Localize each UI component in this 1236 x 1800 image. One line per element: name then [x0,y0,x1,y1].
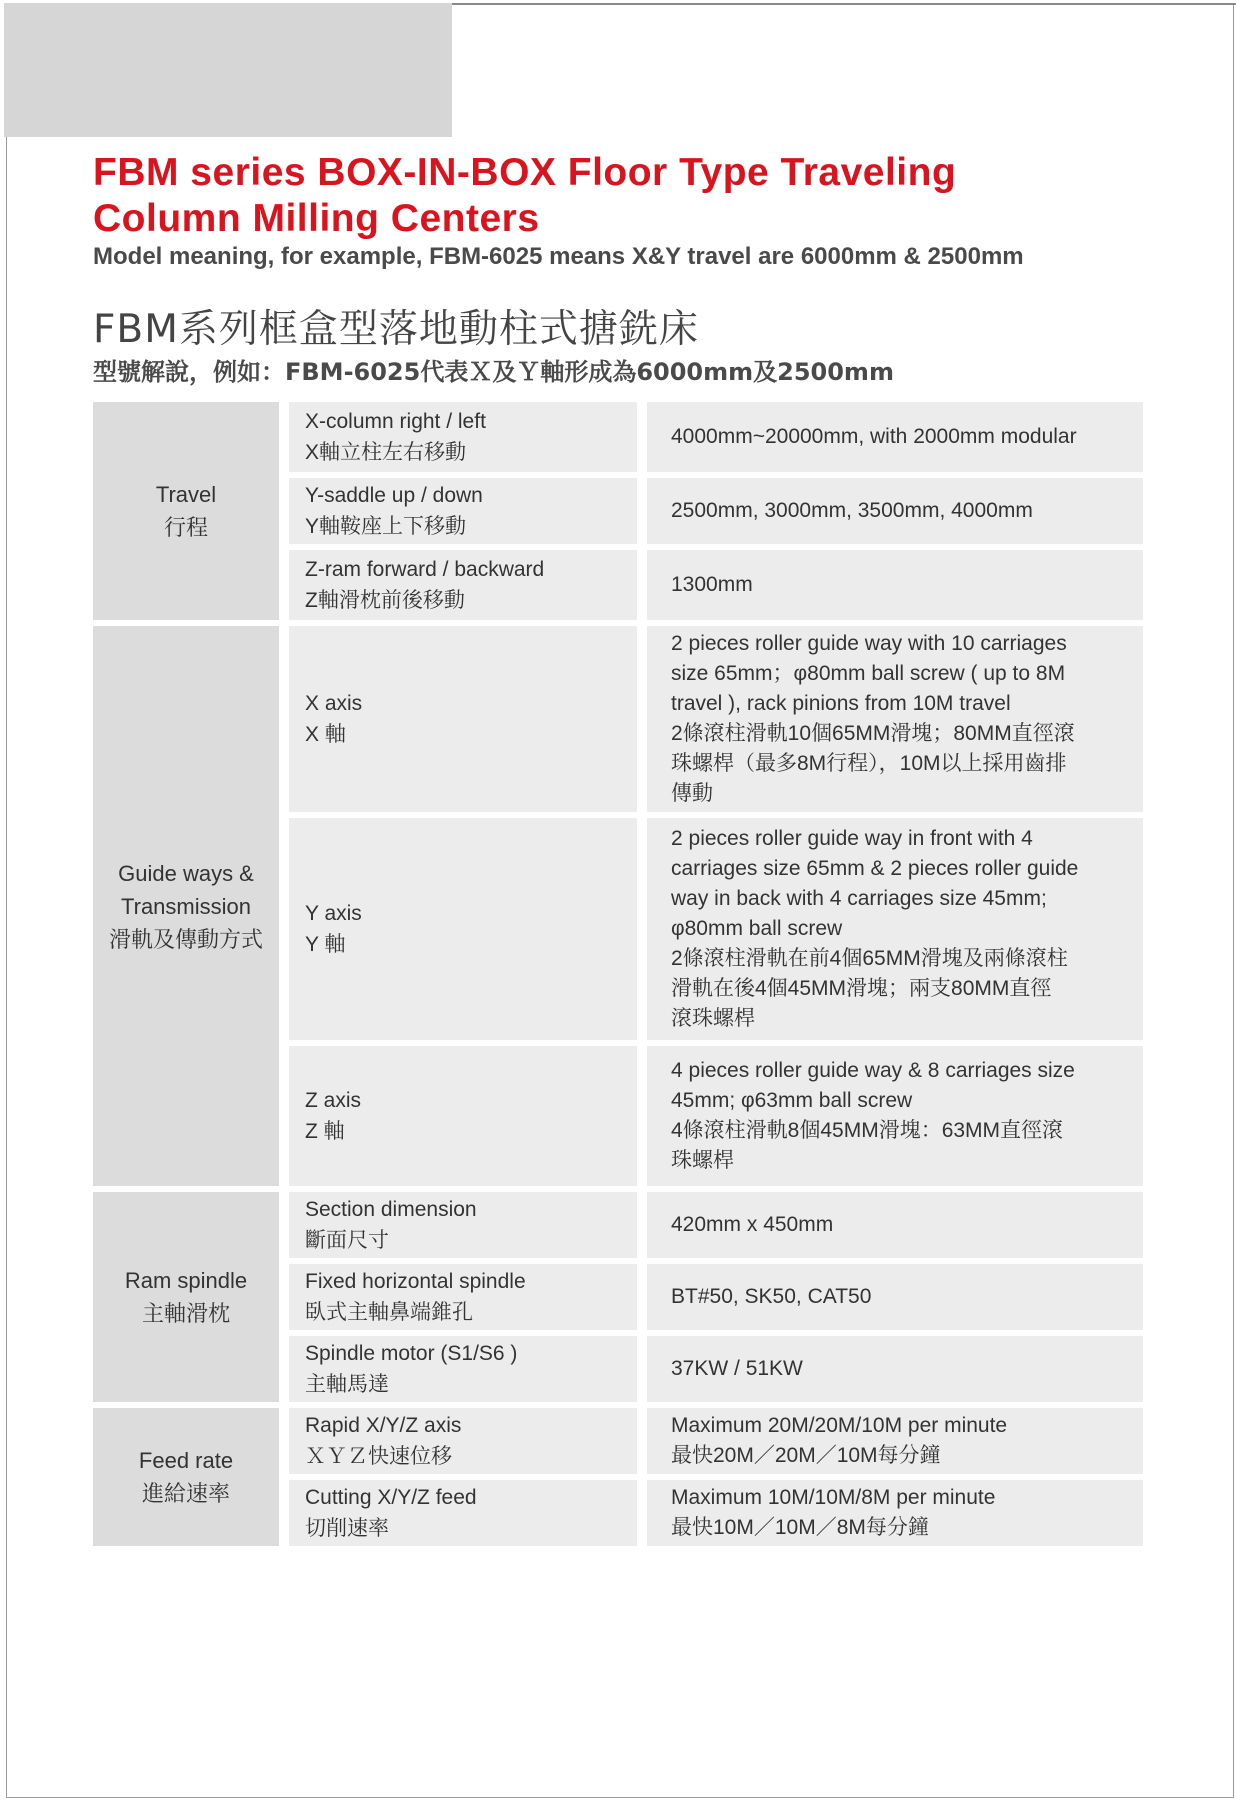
spec-label: 斷面尺寸 [305,1229,389,1252]
spec-value-cell [647,818,1143,1040]
spec-value-cell [647,550,1143,620]
spec-value: Maximum 10M/10M/8M per minute [671,1486,996,1509]
category-label: Transmission [121,893,251,919]
spec-label: Spindle motor (S1/S6 ) [305,1342,518,1365]
page-subtitle: Model meaning, for example, FBM-6025 means X&Y travel are 6000mm & 2500mm [93,243,1024,270]
spec-value: 滾珠螺桿 [671,1007,755,1030]
spec-table [93,402,1143,1552]
spec-label: Y 軸 [305,933,346,956]
spec-label-cell [289,626,637,812]
spec-value: 1300mm [671,573,753,596]
spec-value-cell [647,1264,1143,1330]
spec-row [289,402,1143,472]
spec-row [289,1264,1143,1330]
spec-value: 滑軌在後4個45MM滑塊；兩支80MM直徑 [671,977,1052,1000]
spec-label-cell [289,1480,637,1546]
spec-label: 切削速率 [305,1517,389,1540]
spec-group [93,626,1143,1186]
spec-row [289,550,1143,620]
spec-label-cell [289,550,637,620]
spec-label-cell [289,1408,637,1474]
spec-value: 37KW / 51KW [671,1357,803,1380]
spec-label: X 軸 [305,723,346,746]
top-rule [450,3,1236,5]
spec-value: size 65mm；φ80mm ball screw ( up to 8M [671,662,1066,685]
spec-label: Y-saddle up / down [305,484,483,507]
category-label: Guide ways & [118,860,254,886]
spec-value: BT#50, SK50, CAT50 [671,1285,872,1308]
spec-value-cell [647,1408,1143,1474]
spec-value: 45mm; φ63mm ball screw [671,1089,913,1112]
category-cell [93,626,279,1186]
spec-value: 最快10M／10M／8M每分鐘 [671,1516,929,1539]
spec-value-cell [647,402,1143,472]
spec-label-cell [289,1264,637,1330]
spec-label: Z軸滑枕前後移動 [305,589,465,612]
spec-label: Cutting X/Y/Z feed [305,1486,477,1509]
header-gray-block [4,3,452,137]
spec-label: X axis [305,692,363,715]
category-label: Ram spindle [124,1268,248,1293]
category-cell [93,402,279,620]
spec-label-cell [289,1192,637,1258]
spec-row [289,1192,1143,1258]
category-label: 主軸滑枕 [141,1301,230,1326]
spec-label: Section dimension [305,1198,477,1221]
spec-value: 2500mm, 3000mm, 3500mm, 4000mm [671,499,1033,522]
spec-value-cell [647,1046,1143,1186]
spec-row [289,1336,1143,1402]
category-label: Travel [155,482,217,507]
spec-value: way in back with 4 carriages size 45mm; [671,887,1047,910]
spec-value: 傳動 [671,782,713,805]
spec-label: Rapid X/Y/Z axis [305,1414,462,1437]
spec-row [289,1480,1143,1546]
spec-label: Z-ram forward / backward [305,558,545,581]
spec-value: 4000mm~20000mm, with 2000mm modular [671,425,1077,448]
spec-label-cell [289,818,637,1040]
spec-value: Maximum 20M/20M/10M per minute [671,1414,1008,1437]
spec-value: 珠螺桿（最多8M行程），10M以上採用齒排 [671,752,1067,775]
spec-value-cell [647,1480,1143,1546]
category-label: 行程 [163,515,208,540]
spec-label: ＸＹＺ快速位移 [305,1445,452,1468]
spec-label-cell [289,1046,637,1186]
spec-row [289,818,1143,1040]
spec-label-cell [289,1336,637,1402]
spec-value: travel ), rack pinions from 10M travel [671,692,1011,715]
spec-value: 4 pieces roller guide way & 8 carriages size [671,1059,1075,1082]
spec-label: Z 軸 [305,1120,345,1143]
spec-value: 2 pieces roller guide way with 10 carriages [671,632,1067,655]
spec-label: Y axis [305,902,362,925]
spec-value: 2條滾柱滑軌在前4個65MM滑塊及兩條滾柱 [671,947,1068,970]
spec-label: 臥式主軸鼻端錐孔 [305,1301,473,1324]
spec-value-cell [647,478,1143,544]
spec-group [93,1192,1143,1402]
page-subtitle-chinese: 型號解說，例如：FBM-6025代表Ｘ及Ｙ軸形成為6000mm及2500mm [93,358,894,386]
spec-label: Fixed horizontal spindle [305,1270,526,1293]
spec-row [289,1408,1143,1474]
spec-value: 420mm x 450mm [671,1213,834,1236]
spec-row [289,478,1143,544]
spec-label: X軸立柱左右移動 [305,441,467,464]
spec-value: 珠螺桿 [671,1149,734,1172]
spec-value: 2 pieces roller guide way in front with 4 [671,827,1033,850]
spec-value: φ80mm ball screw [671,917,843,940]
spec-value-cell [647,1192,1143,1258]
page-title: FBM series BOX-IN-BOX Floor Type Traveling Column Milling Centers [93,151,957,240]
spec-label: 主軸馬達 [305,1373,389,1396]
page-title-chinese: FBM系列框盒型落地動柱式搪銑床 [93,307,699,352]
spec-row [289,1046,1143,1186]
spec-row [289,626,1143,812]
category-label: 滑軌及傳動方式 [108,926,263,952]
spec-label: Z axis [305,1089,362,1112]
category-cell [93,1192,279,1402]
spec-label-cell [289,402,637,472]
spec-value: 最快20M／20M／10M每分鐘 [671,1444,941,1467]
spec-value: 2條滾柱滑軌10個65MM滑塊；80MM直徑滾 [671,722,1075,745]
category-label: Feed rate [138,1448,234,1473]
category-cell [93,1408,279,1546]
category-label: 進給速率 [141,1481,230,1506]
spec-group [93,1408,1143,1546]
spec-label: Y軸鞍座上下移動 [305,515,467,538]
spec-group [93,402,1143,620]
spec-value: carriages size 65mm & 2 pieces roller guide [671,857,1079,880]
spec-label-cell [289,478,637,544]
spec-label: X-column right / left [305,410,486,433]
spec-value: 4條滾柱滑軌8個45MM滑塊：63MM直徑滾 [671,1119,1064,1142]
spec-value-cell [647,626,1143,812]
spec-value-cell [647,1336,1143,1402]
